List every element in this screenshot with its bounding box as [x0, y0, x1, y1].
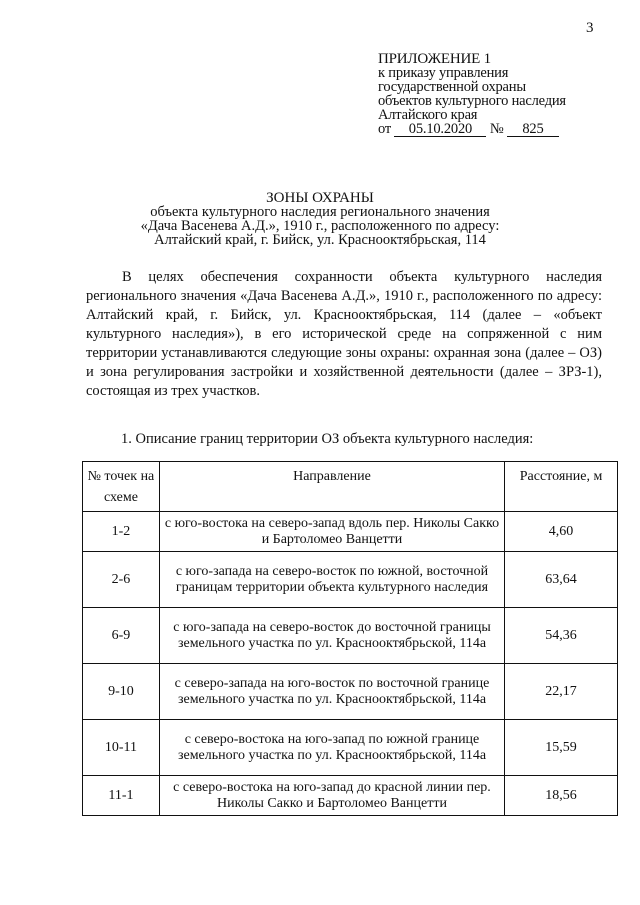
- cell-direction: с северо-востока на юго-запад по южной границе земельного участка по ул. Краснооктябрьской, 114а: [159, 720, 504, 776]
- appendix-line: государственной охраны: [378, 79, 526, 95]
- cell-direction: с юго-запада на северо-восток до восточной границы земельного участка по ул. Краснооктябрьской, 114а: [159, 608, 504, 664]
- cell-direction: с юго-востока на северо-запад вдоль пер. Николы Сакко и Бартоломео Ванцетти: [159, 512, 504, 552]
- cell-distance: 54,36: [505, 608, 618, 664]
- cell-points: 1-2: [83, 512, 160, 552]
- number-prefix: №: [489, 121, 504, 137]
- order-number: 825: [507, 123, 559, 137]
- document-heading: [0, 191, 640, 247]
- heading-line: объекта культурного наследия регионального значения: [150, 204, 490, 220]
- cell-distance: 63,64: [505, 552, 618, 608]
- cell-direction: с северо-востока на юго-запад до красной линии пер. Николы Сакко и Бартоломео Ванцетти: [159, 776, 504, 816]
- table-row: [83, 512, 618, 552]
- cell-points: 11-1: [83, 776, 160, 816]
- date-prefix: от: [378, 121, 391, 137]
- header-points: № точек на схеме: [83, 462, 160, 512]
- appendix-title: ПРИЛОЖЕНИЕ 1: [378, 51, 491, 67]
- cell-distance: 18,56: [505, 776, 618, 816]
- table-row: [83, 664, 618, 720]
- table-row: [83, 776, 618, 816]
- table-row: [83, 608, 618, 664]
- cell-distance: 22,17: [505, 664, 618, 720]
- header-direction: Направление: [159, 462, 504, 512]
- appendix-line: к приказу управления: [378, 65, 509, 81]
- cell-direction: с юго-запада на северо-восток по южной, восточной границам территории объекта культурного наследия: [159, 552, 504, 608]
- order-date: 05.10.2020: [394, 123, 486, 137]
- cell-distance: 15,59: [505, 720, 618, 776]
- header-distance: Расстояние, м: [505, 462, 618, 512]
- table-header-row: [83, 462, 618, 512]
- cell-points: 10-11: [83, 720, 160, 776]
- heading-line: «Дача Васенева А.Д.», 1910 г., расположенного по адресу:: [140, 218, 500, 234]
- cell-points: 2-6: [83, 552, 160, 608]
- table-row: [83, 552, 618, 608]
- intro-paragraph: [86, 268, 602, 401]
- table-row: [83, 720, 618, 776]
- appendix-block: [378, 52, 566, 137]
- heading-title: ЗОНЫ ОХРАНЫ: [266, 190, 374, 206]
- appendix-date-line: [378, 122, 566, 137]
- page-number: 3: [586, 20, 594, 36]
- heading-line: Алтайский край, г. Бийск, ул. Краснооктябрьская, 114: [154, 232, 486, 248]
- cell-points: 9-10: [83, 664, 160, 720]
- boundary-table: [82, 461, 618, 816]
- appendix-line: объектов культурного наследия: [378, 93, 566, 109]
- cell-points: 6-9: [83, 608, 160, 664]
- cell-distance: 4,60: [505, 512, 618, 552]
- section-title: 1. Описание границ территории ОЗ объекта культурного наследия:: [121, 431, 534, 447]
- cell-direction: с северо-запада на юго-восток по восточной границе земельного участка по ул. Краснооктябрьской, 114а: [159, 664, 504, 720]
- intro-paragraph-text: В целях обеспечения сохранности объекта культурного наследия регионального значения «Дача Васенева А.Д.», 1910 г., расположенного по адресу: Алтайский край, г. Бийск, ул. Краснооктябрьская, 114 (далее – «объект культурного наследия»), в его исторической среде на сопряженной с ним территории устанавливаются следующие зоны охраны: охранная зона (далее – ОЗ) и зона регулирования застройки и хозяйственной деятельности (далее – ЗРЗ-1), состоящая из трех участков.: [86, 269, 602, 399]
- appendix-line: Алтайского края: [378, 107, 478, 123]
